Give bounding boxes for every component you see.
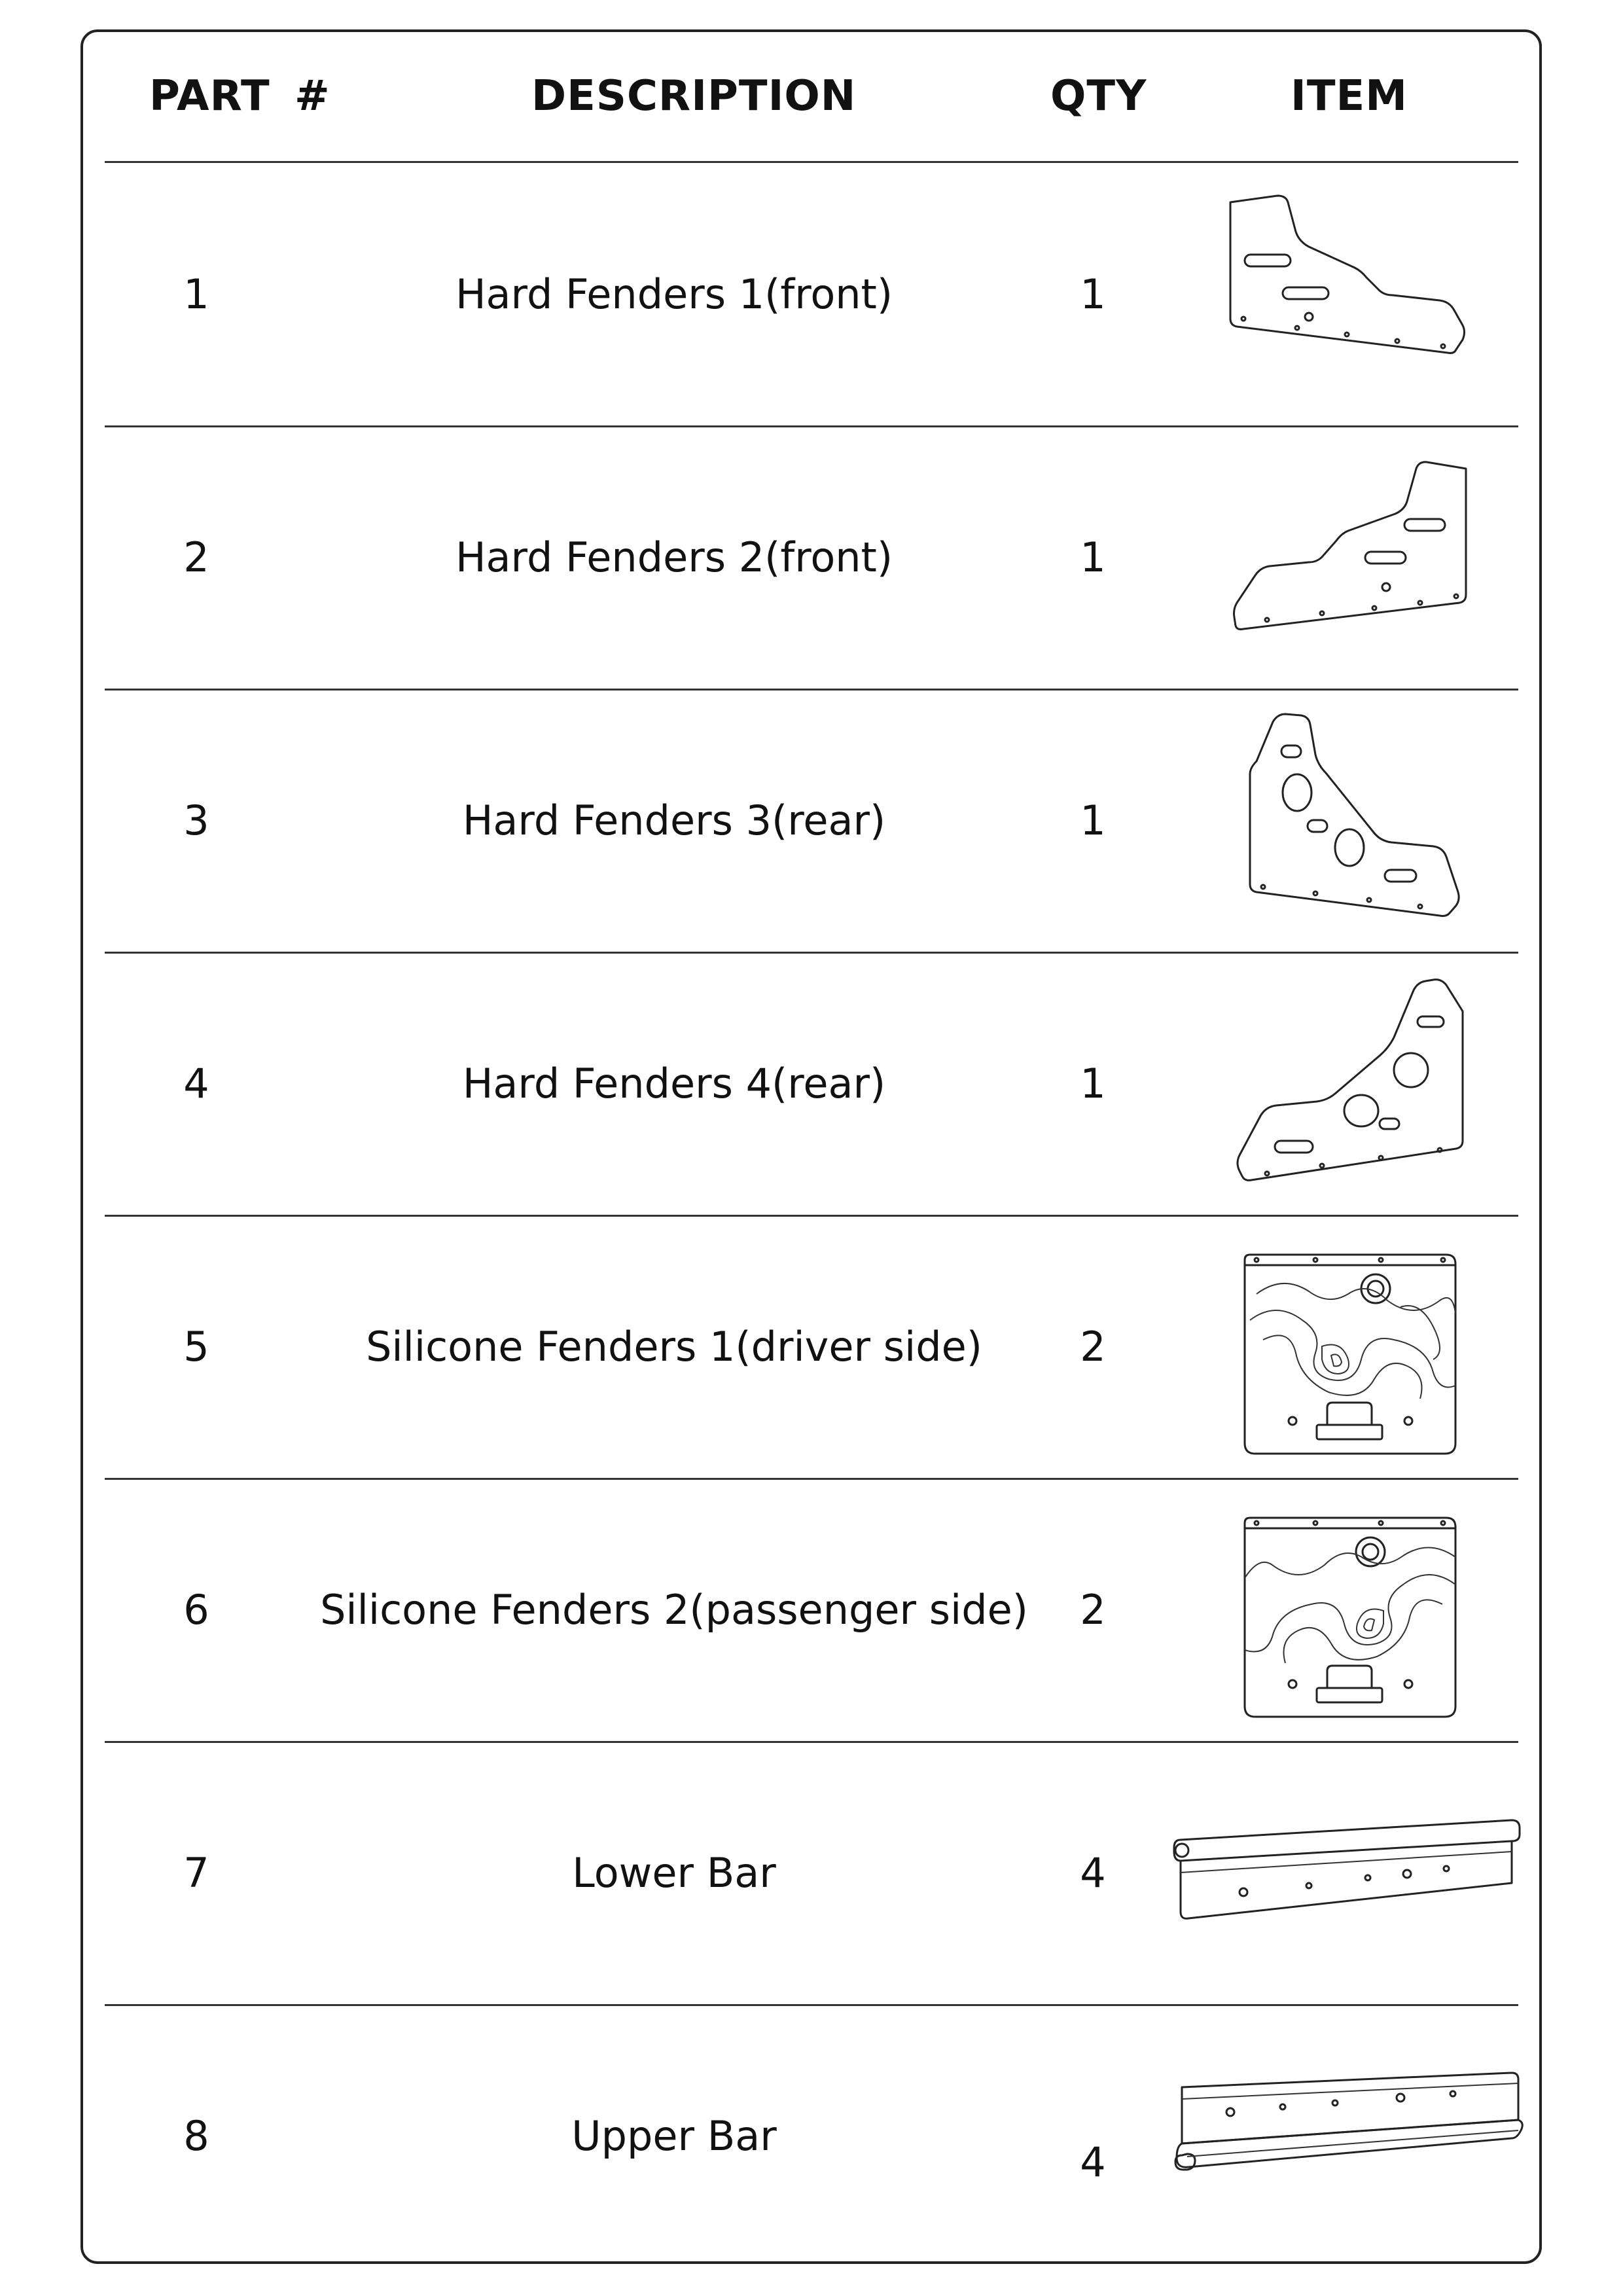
part-qty: 1: [1080, 270, 1106, 318]
part-description: Hard Fenders 2(front): [455, 533, 893, 581]
part-item: [1165, 689, 1531, 952]
part-item: [1165, 952, 1531, 1215]
hard-fender-rear-left-icon: [1217, 702, 1479, 938]
silicone-fender-passenger-icon: [1217, 1492, 1479, 1727]
header-hash: #: [294, 72, 330, 120]
table-row: [0, 162, 1623, 425]
part-item: [1165, 2004, 1531, 2267]
table-row: [0, 689, 1623, 952]
part-number: 8: [183, 2111, 209, 2160]
part-qty: 4: [1080, 1848, 1106, 1897]
part-number: 1: [183, 270, 209, 318]
part-description: Hard Fenders 3(rear): [462, 796, 886, 844]
table-row: [0, 1478, 1623, 1741]
part-qty: 2: [1080, 1585, 1106, 1634]
part-number: 5: [183, 1322, 209, 1371]
part-item: [1165, 1478, 1531, 1741]
part-item: [1165, 1741, 1531, 2004]
part-qty: 4: [1080, 2138, 1106, 2186]
part-number: 2: [183, 533, 209, 581]
part-number: 3: [183, 796, 209, 844]
part-qty: 1: [1080, 796, 1106, 844]
part-qty: 1: [1080, 1059, 1106, 1107]
part-item: [1165, 425, 1531, 689]
hard-fender-rear-right-icon: [1217, 965, 1479, 1201]
table-row: [0, 952, 1623, 1215]
part-description: Hard Fenders 4(rear): [462, 1059, 886, 1107]
part-description: Silicone Fenders 1(driver side): [366, 1322, 982, 1371]
part-number: 4: [183, 1059, 209, 1107]
part-description: Lower Bar: [572, 1848, 776, 1897]
silicone-fender-driver-icon: [1217, 1229, 1479, 1464]
table-row: [0, 425, 1623, 689]
part-qty: 1: [1080, 533, 1106, 581]
part-number: 6: [183, 1585, 209, 1634]
part-description: Silicone Fenders 2(passenger side): [320, 1585, 1028, 1634]
part-item: [1165, 162, 1531, 425]
table-row: [0, 1215, 1623, 1478]
table-row: [0, 2004, 1623, 2267]
table-row: [0, 1741, 1623, 2004]
header-qty: QTY: [1050, 72, 1147, 120]
upper-bar-icon: [1171, 2057, 1525, 2214]
part-description: Hard Fenders 1(front): [455, 270, 893, 318]
part-description: Upper Bar: [571, 2111, 777, 2160]
hard-fender-front-left-icon: [1217, 183, 1479, 405]
hard-fender-front-right-icon: [1217, 446, 1479, 668]
part-number: 7: [183, 1848, 209, 1897]
lower-bar-icon: [1171, 1794, 1525, 1951]
part-item: [1165, 1215, 1531, 1478]
part-qty: 2: [1080, 1322, 1106, 1371]
header-description: DESCRIPTION: [531, 72, 857, 120]
header-item: ITEM: [1291, 72, 1408, 120]
header-part: PART: [149, 72, 270, 120]
